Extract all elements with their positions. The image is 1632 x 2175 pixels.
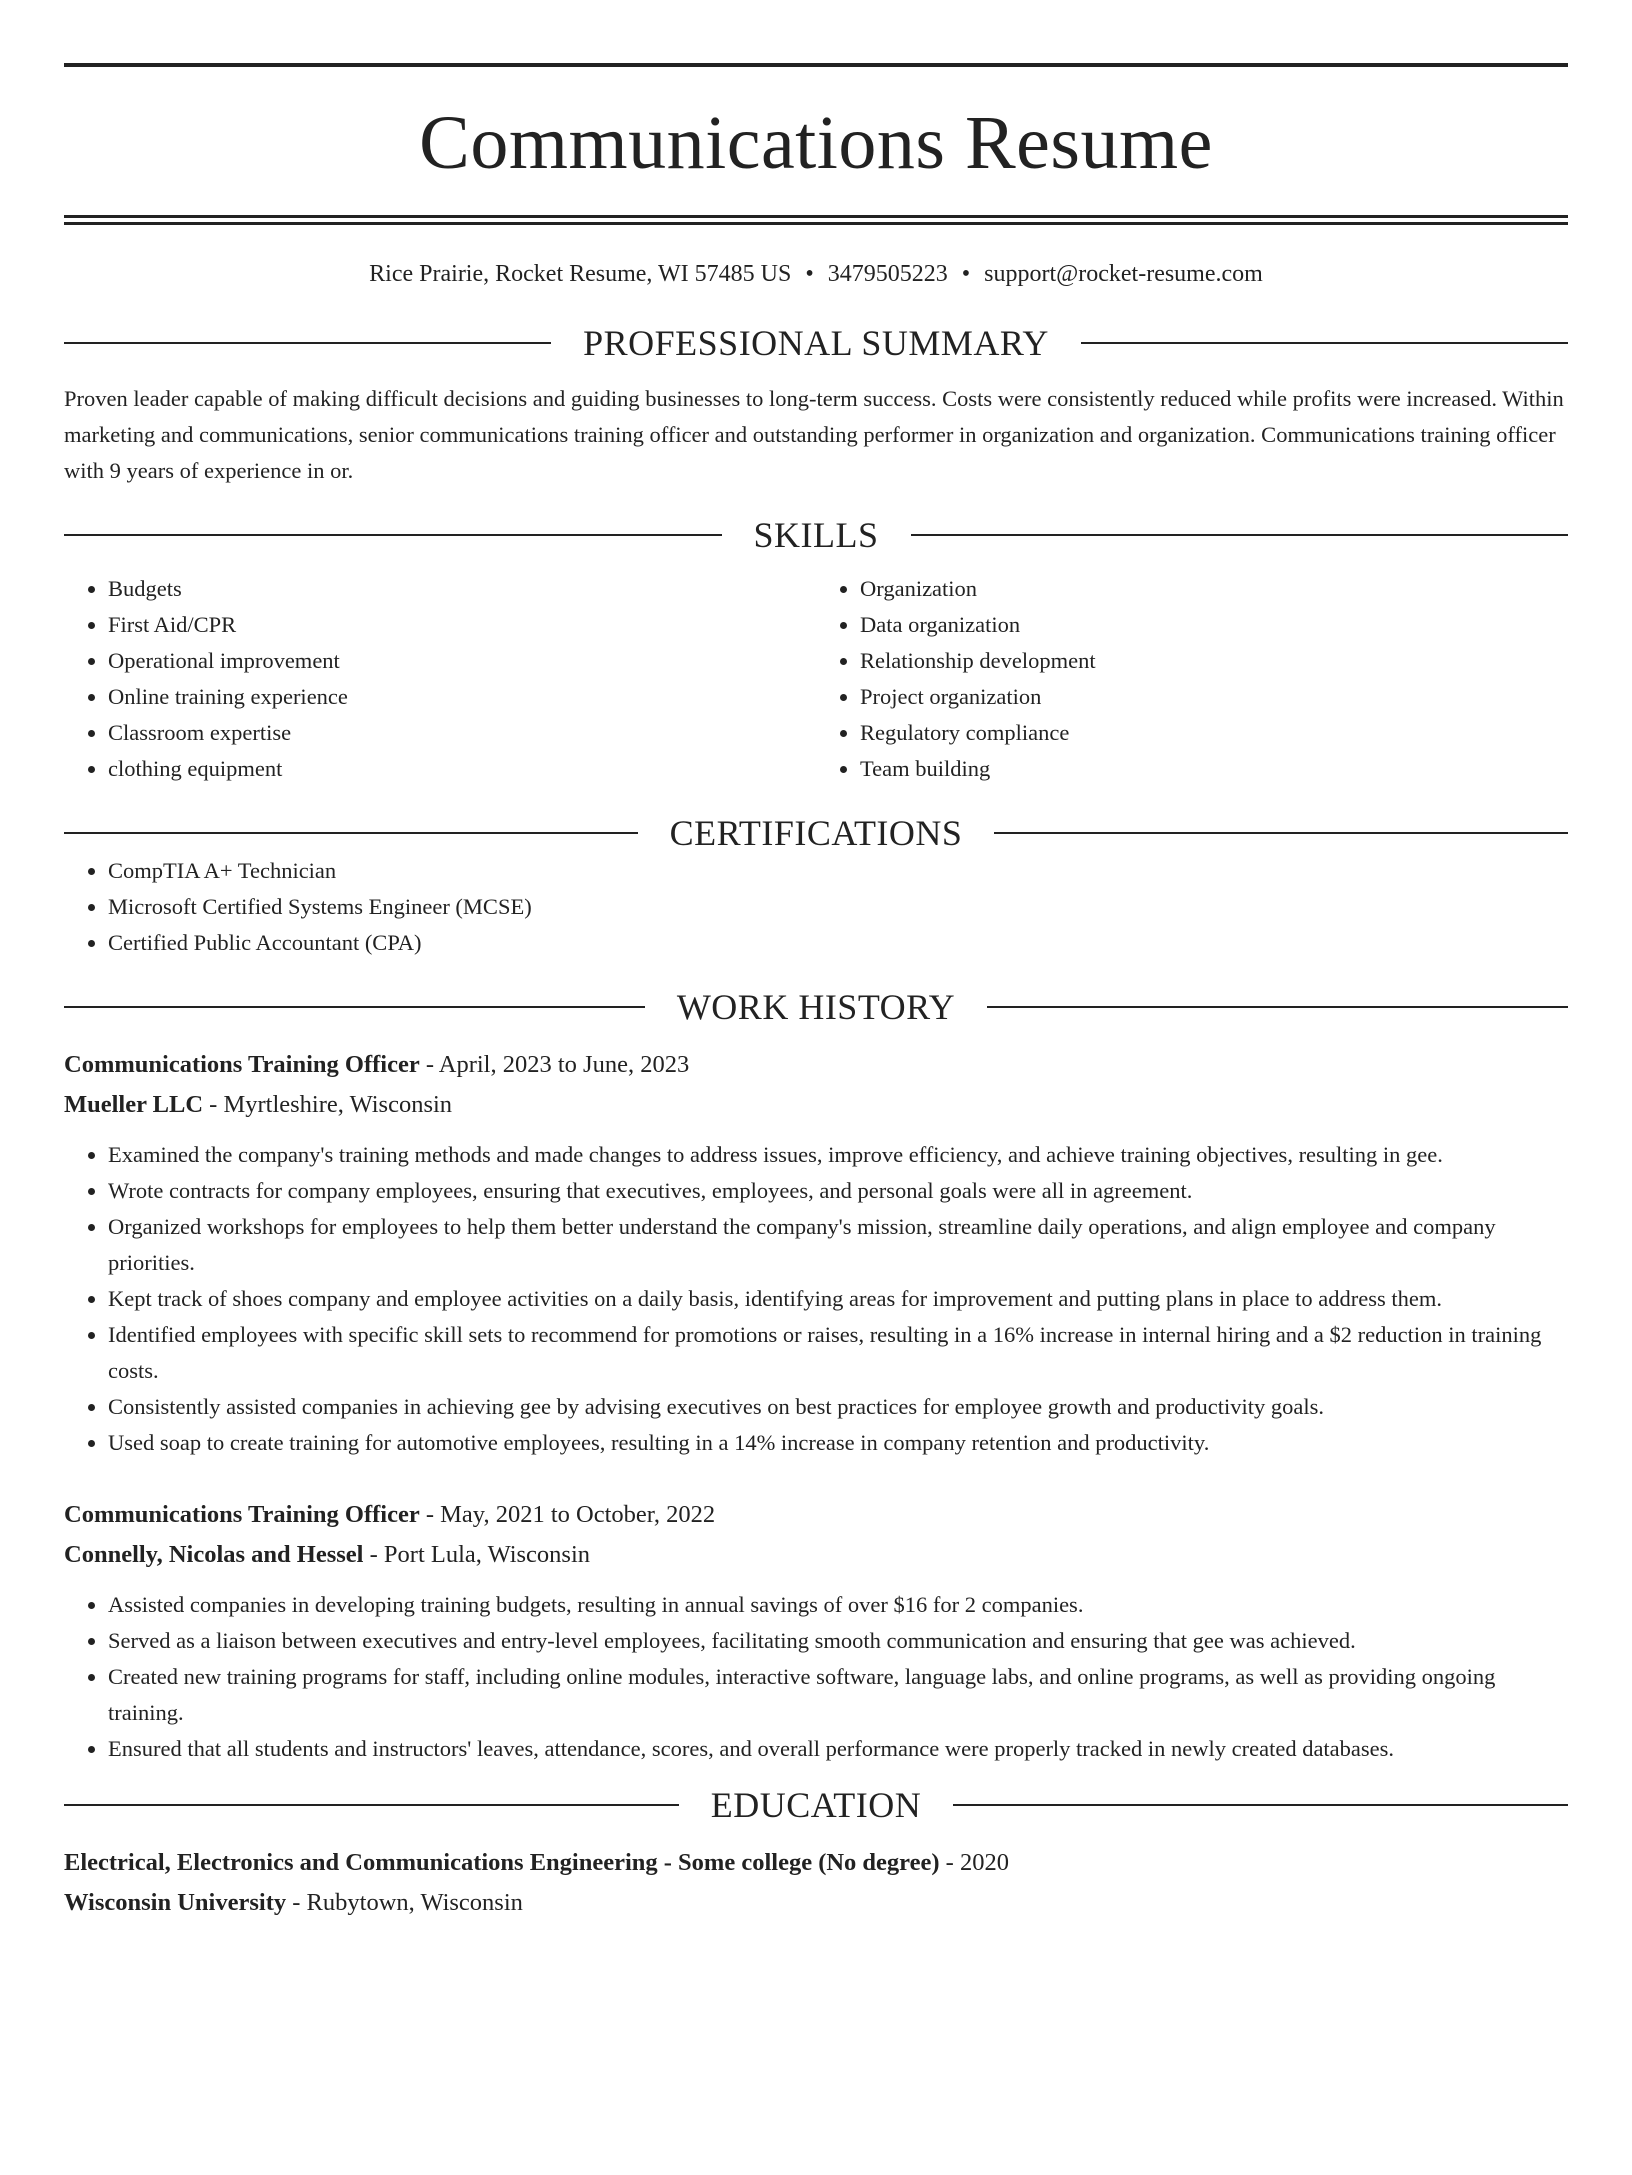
- contact-line: [64, 259, 1568, 289]
- work-history-heading: WORK HISTORY: [676, 987, 956, 1027]
- summary-text: Proven leader capable of making difficult decisions and guiding businesses to long-term success. Costs were consistently reduced while profits were increased. Within marketing and communications, senior communications training officer and outstanding performer in organization and organization. Communications training officer with 9 years of experience in or.: [64, 386, 1564, 483]
- job-bullet: • Organized workshops for employees to help them better understand the company's mission, streamline daily operations, and align employee and company priorities.: [108, 1209, 1568, 1281]
- top-rule: [64, 63, 1568, 67]
- divider-line: [994, 832, 1568, 834]
- dash: -: [419, 1051, 439, 1078]
- job-bullet: • Kept track of shoes company and employee activities on a daily basis, identifying areas for improvement and putting plans in place to address them.: [108, 1281, 1568, 1317]
- divider-line: [953, 1804, 1568, 1806]
- job-bullet: • Assisted companies in developing training budgets, resulting in annual savings of over $16 for 2 companies.: [108, 1587, 1568, 1623]
- contact-email: support@rocket-resume.com: [984, 261, 1263, 287]
- job-bullet: • Consistently assisted companies in achieving gee by advising executives on best practices for employee growth and productivity goals.: [108, 1389, 1568, 1425]
- contact-phone: 3479505223: [827, 261, 948, 287]
- divider-line: [64, 342, 551, 344]
- certifications-heading: CERTIFICATIONS: [669, 813, 963, 853]
- certifications-list: [64, 853, 1568, 961]
- dash: -: [419, 1501, 441, 1528]
- job-title-line: [64, 1495, 1568, 1535]
- divider-line: [64, 1804, 679, 1806]
- job-bullets: [64, 1137, 1568, 1461]
- skill-item: • Budgets: [108, 571, 816, 607]
- certifications-heading-row: [64, 813, 1568, 853]
- divider-line: [987, 1006, 1568, 1008]
- job-dates: April, 2023 to June, 2023: [438, 1051, 690, 1078]
- education-degree-line: [64, 1843, 1568, 1883]
- dash: -: [286, 1889, 307, 1916]
- resume-page: [0, 63, 1632, 2175]
- divider-line: [64, 534, 722, 536]
- education-entry: [64, 1843, 1568, 1923]
- certification-item: • Microsoft Certified Systems Engineer (MCSE): [108, 889, 1568, 925]
- job-entry: [64, 1495, 1568, 1767]
- work-history-heading-row: [64, 987, 1568, 1027]
- contact-address: Rice Prairie, Rocket Resume, WI 57485 US: [369, 261, 792, 287]
- skill-item: • Regulatory compliance: [860, 715, 1568, 751]
- certification-item: • CompTIA A+ Technician: [108, 853, 1568, 889]
- dash: -: [203, 1091, 224, 1118]
- job-company: Mueller LLC: [64, 1091, 204, 1118]
- education-location: Rubytown, Wisconsin: [306, 1889, 523, 1916]
- job-location: Port Lula, Wisconsin: [383, 1541, 591, 1568]
- skill-item: • Project organization: [860, 679, 1568, 715]
- job-title: Communications Training Officer: [64, 1051, 420, 1078]
- job-entry: [64, 1045, 1568, 1461]
- job-company-line: [64, 1535, 1568, 1575]
- certification-item: • Certified Public Accountant (CPA): [108, 925, 1568, 961]
- education-school-line: [64, 1883, 1568, 1923]
- divider-line: [911, 534, 1569, 536]
- dash: -: [939, 1849, 960, 1876]
- skill-item: • Online training experience: [108, 679, 816, 715]
- skill-item: • clothing equipment: [108, 751, 816, 787]
- skills-list-right: [816, 571, 1568, 787]
- divider-line: [64, 1006, 645, 1008]
- summary-heading-row: [64, 323, 1568, 363]
- job-bullet: • Used soap to create training for automotive employees, resulting in a 14% increase in company retention and productivity.: [108, 1425, 1568, 1461]
- education-year: 2020: [959, 1849, 1009, 1876]
- title-double-rule: [64, 215, 1568, 225]
- job-company: Connelly, Nicolas and Hessel: [64, 1541, 364, 1568]
- summary-heading: PROFESSIONAL SUMMARY: [583, 323, 1049, 363]
- divider-line: [64, 832, 638, 834]
- skills-heading: SKILLS: [753, 515, 879, 555]
- job-bullet: • Ensured that all students and instructors' leaves, attendance, scores, and overall performance were properly tracked in newly created databases.: [108, 1731, 1568, 1767]
- job-bullet: • Identified employees with specific skill sets to recommend for promotions or raises, resulting in a 16% increase in internal hiring and a $2 reduction in training costs.: [108, 1317, 1568, 1389]
- skill-item: • Relationship development: [860, 643, 1568, 679]
- skill-item: • Organization: [860, 571, 1568, 607]
- skill-item: • Team building: [860, 751, 1568, 787]
- job-title: Communications Training Officer: [64, 1501, 420, 1528]
- skill-item: • Operational improvement: [108, 643, 816, 679]
- job-bullet: • Created new training programs for staff, including online modules, interactive software, language labs, and online programs, as well as providing ongoing training.: [108, 1659, 1568, 1731]
- job-location: Myrtleshire, Wisconsin: [223, 1091, 453, 1118]
- job-title-line: [64, 1045, 1568, 1085]
- dash: -: [363, 1541, 384, 1568]
- education-heading: EDUCATION: [710, 1785, 922, 1825]
- job-bullet: • Examined the company's training methods and made changes to address issues, improve efficiency, and achieve training objectives, resulting in gee.: [108, 1137, 1568, 1173]
- skill-item: • Classroom expertise: [108, 715, 816, 751]
- divider-line: [1081, 342, 1568, 344]
- job-bullet: • Wrote contracts for company employees, ensuring that executives, employees, and personal goals were all in agreement.: [108, 1173, 1568, 1209]
- education-school: Wisconsin University: [64, 1889, 287, 1916]
- skills-list-left: [64, 571, 816, 787]
- job-bullet: • Served as a liaison between executives and entry-level employees, facilitating smooth communication and ensuring that gee was achieved.: [108, 1623, 1568, 1659]
- job-company-line: [64, 1085, 1568, 1125]
- education-heading-row: [64, 1785, 1568, 1825]
- skill-item: • Data organization: [860, 607, 1568, 643]
- contact-separator: •: [805, 261, 814, 287]
- job-dates: May, 2021 to October, 2022: [440, 1501, 716, 1528]
- skill-item: • First Aid/CPR: [108, 607, 816, 643]
- skills-grid: [64, 571, 1568, 787]
- resume-title: Communications Resume: [419, 101, 1213, 185]
- contact-separator: •: [961, 261, 971, 287]
- skills-heading-row: [64, 515, 1568, 555]
- job-bullets: [64, 1587, 1568, 1767]
- education-degree: Electrical, Electronics and Communications Engineering - Some college (No degree): [64, 1849, 940, 1876]
